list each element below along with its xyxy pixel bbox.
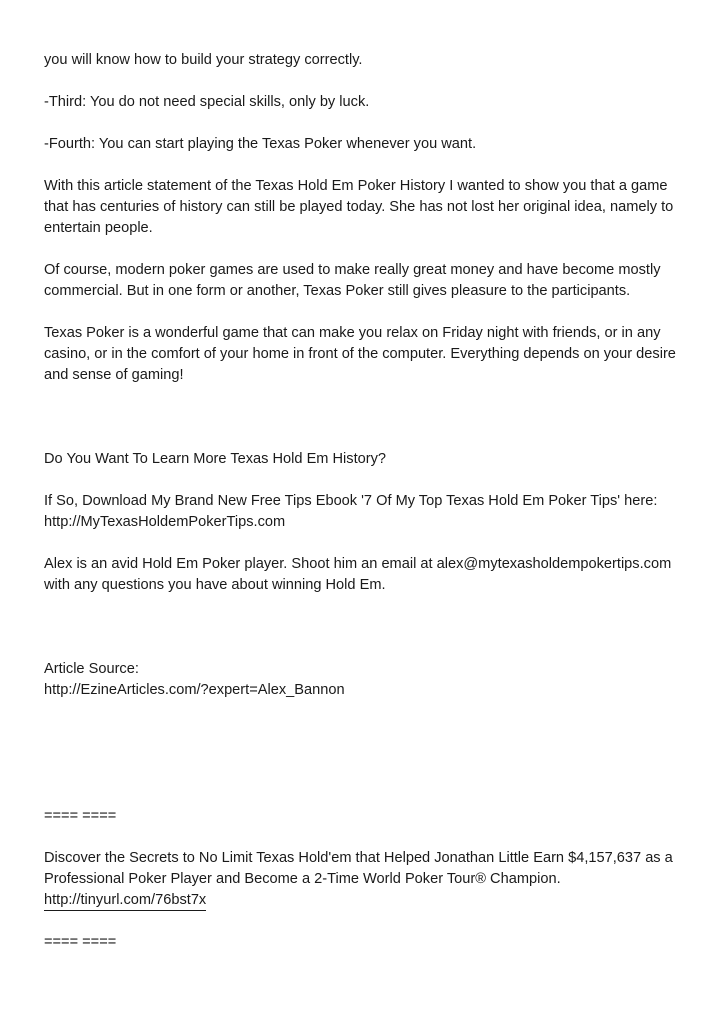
article-source: [44, 659, 694, 701]
text-line: commercial. But in one form or another, Texas Poker still gives pleasure to the participants.: [44, 283, 631, 299]
text-line: entertain people.: [44, 220, 153, 236]
paragraph-learn-more: [44, 449, 694, 470]
text-line: http://MyTexasHoldemPokerTips.com: [44, 514, 286, 530]
text-line: that has centuries of history can still be played today. She has not lost her original idea, namely to: [44, 199, 674, 215]
paragraph-download-ebook: [44, 491, 694, 533]
spacer: [44, 911, 694, 932]
spacer: [44, 533, 694, 554]
paragraph-fourth: [44, 134, 694, 155]
text-line: and sense of gaming!: [44, 367, 184, 383]
separator: [44, 806, 694, 827]
text-line: Of course, modern poker games are used to make really great money and have become mostly: [44, 262, 661, 278]
spacer: [44, 239, 694, 260]
text-line: -Third: You do not need special skills, only by luck.: [44, 94, 370, 110]
paragraph-third: [44, 92, 694, 113]
spacer: [44, 155, 694, 176]
separator-text: ==== ====: [44, 808, 117, 824]
spacer: [44, 827, 694, 848]
text-line: with any questions you have about winning Hold Em.: [44, 577, 386, 593]
promo-link-line: [44, 890, 694, 911]
promo-paragraph: [44, 848, 694, 911]
spacer: [44, 386, 694, 449]
source-label: Article Source:: [44, 661, 139, 677]
text-line: you will know how to build your strategy correctly.: [44, 52, 363, 68]
source-url: http://EzineArticles.com/?expert=Alex_Bannon: [44, 682, 345, 698]
separator-text: ==== ====: [44, 934, 117, 950]
text-line: If So, Download My Brand New Free Tips Ebook '7 Of My Top Texas Hold Em Poker Tips' here:: [44, 493, 658, 509]
text-line: Alex is an avid Hold Em Poker player. Shoot him an email at alex@mytexasholdempokertips.com: [44, 556, 672, 572]
text-line: Professional Poker Player and Become a 2-Time World Poker Tour® Champion.: [44, 871, 561, 887]
paragraph-modern-poker: [44, 260, 694, 302]
spacer: [44, 302, 694, 323]
paragraph-history: [44, 176, 694, 239]
text-line: casino, or in the comfort of your home in front of the computer. Everything depends on your desire: [44, 346, 676, 362]
text-line: Discover the Secrets to No Limit Texas Hold'em that Helped Jonathan Little Earn $4,157,637 as a: [44, 850, 673, 866]
spacer: [44, 113, 694, 134]
paragraph-strategy: [44, 50, 694, 71]
text-line: Do You Want To Learn More Texas Hold Em History?: [44, 451, 387, 467]
separator: [44, 932, 694, 953]
document-page: [44, 50, 694, 953]
spacer: [44, 596, 694, 659]
paragraph-author-bio: [44, 554, 694, 596]
text-line: -Fourth: You can start playing the Texas Poker whenever you want.: [44, 136, 477, 152]
spacer: [44, 470, 694, 491]
text-line: Texas Poker is a wonderful game that can make you relax on Friday night with friends, or in any: [44, 325, 661, 341]
paragraph-wonderful-game: [44, 323, 694, 386]
text-line: With this article statement of the Texas Hold Em Poker History I wanted to show you that a game: [44, 178, 668, 194]
promo-link[interactable]: http://tinyurl.com/76bst7x: [44, 891, 206, 911]
spacer: [44, 701, 694, 806]
spacer: [44, 71, 694, 92]
